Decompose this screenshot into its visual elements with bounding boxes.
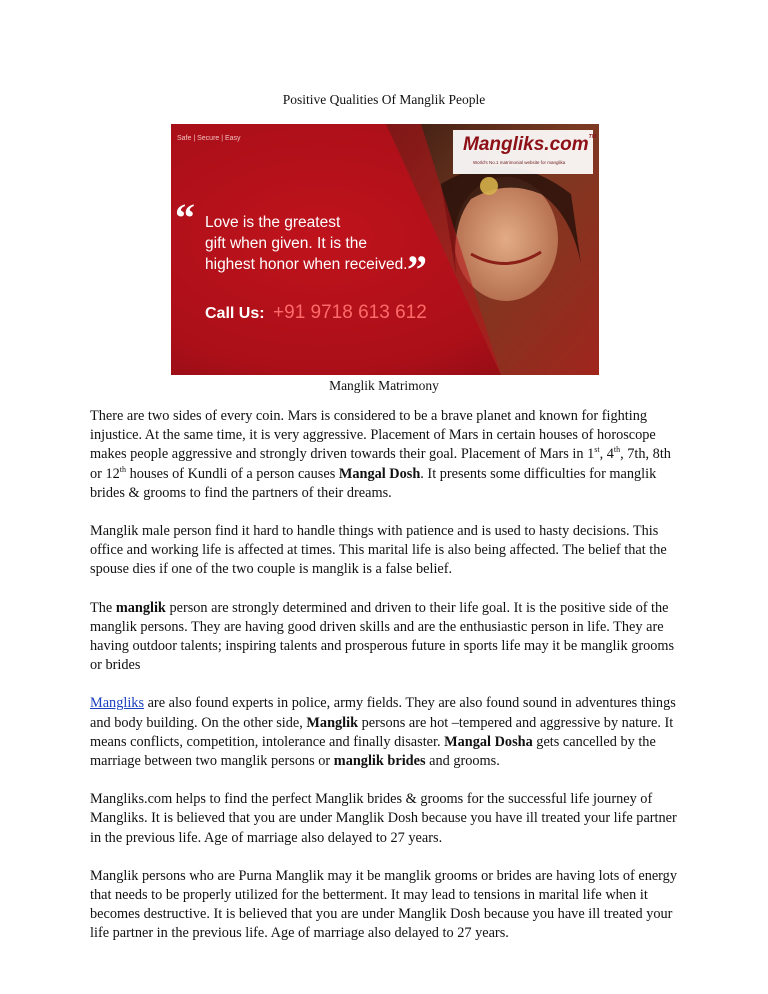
quote-line-2: gift when given. It is the: [205, 235, 367, 252]
paragraph-3: The manglik person are strongly determined and driven to their life goal. It is the positive side of the manglik persons. They are having good driven skills and are the enthusiastic person in life. They are having outdoor talents; inspiring talents and prosperous future in sports life may it be manglik grooms or brides: [90, 599, 675, 674]
paragraph-5: Mangliks.com helps to find the perfect Manglik brides & grooms for the successful life journey of Mangliks. It is believed that you are under Manglik Dosh because you have ill treated your life partner in the previous life. Age of marriage also delayed to 27 years.: [90, 791, 677, 846]
bold-manglik: manglik: [115, 599, 166, 616]
quote-open-icon: “: [175, 195, 195, 240]
paragraph-6: Manglik persons who are Purna Manglik may it be manglik grooms or brides are having lots of energy that needs to be properly utilized for the betterment. It may lead to tensions in marital life when it becomes destructive. It is believed that you are under Manglik Dosh because you have ill treated your life partner in the previous life. Age of marriage also delayed to 27 years.: [90, 867, 677, 942]
paragraph-4: Mangliks are also found experts in police, army fields. They are also found sound in adventures things and body building. On the other side, Manglik persons are hot –tempered and aggressive by nature. It means conflicts, competition, intolerance and finally disaster. Mangal Dosha gets cancelled by the marriage between two manglik persons or manglik brides and grooms.: [90, 695, 676, 770]
document-title: Positive Qualities Of Manglik People: [282, 92, 486, 107]
brand-tm: TM: [588, 134, 596, 140]
call-number: +91 9718 613 612: [273, 302, 427, 323]
banner-image: [171, 124, 599, 375]
bold-mangal-dosha: Mangal Dosha: [444, 733, 533, 750]
banner-tagline: Safe | Secure | Easy: [177, 135, 241, 142]
quote-line-1: Love is the greatest: [205, 214, 341, 231]
document-body: [90, 407, 680, 963]
bold-manglik-brides: manglik brides: [333, 753, 426, 770]
call-label: Call Us:: [205, 305, 265, 322]
bold-mangal-dosh: Mangal Dosh: [338, 465, 421, 482]
paragraph-2: Manglik male person find it hard to handle things with patience and is used to hasty decisions. This office and working life is affected at times. This marital life is also being affected. The belief that the spouse dies if one of the two couple is manglik is a false belief.: [90, 523, 667, 578]
image-caption: Manglik Matrimony: [329, 378, 439, 393]
quote-line-3: highest honor when received.: [205, 256, 408, 273]
quote-text: [205, 212, 408, 275]
paragraph-1: There are two sides of every coin. Mars is considered to be a brave planet and known for fighting injustice. At the same time, it is very aggressive. Placement of Mars in certain houses of horoscope makes people aggressive and strongly driven towards their goal. Placement of Mars in 1st, 4th, 7th, 8th or 12th houses of Kundli of a person causes Mangal Dosh. It presents some difficulties for manglik brides & grooms to find the partners of their dreams.: [90, 408, 671, 501]
bold-manglik-2: Manglik: [306, 714, 359, 731]
maang-tikka: [480, 177, 498, 195]
mangliks-link[interactable]: Mangliks: [90, 695, 145, 712]
brand-logo: [463, 134, 596, 156]
call-us: [205, 302, 427, 324]
brand-name: Mangliks.com: [463, 134, 589, 155]
brand-subtitle: World's No.1 matrimonial website for manglika: [473, 160, 566, 165]
quote-close-icon: ”: [407, 247, 427, 292]
